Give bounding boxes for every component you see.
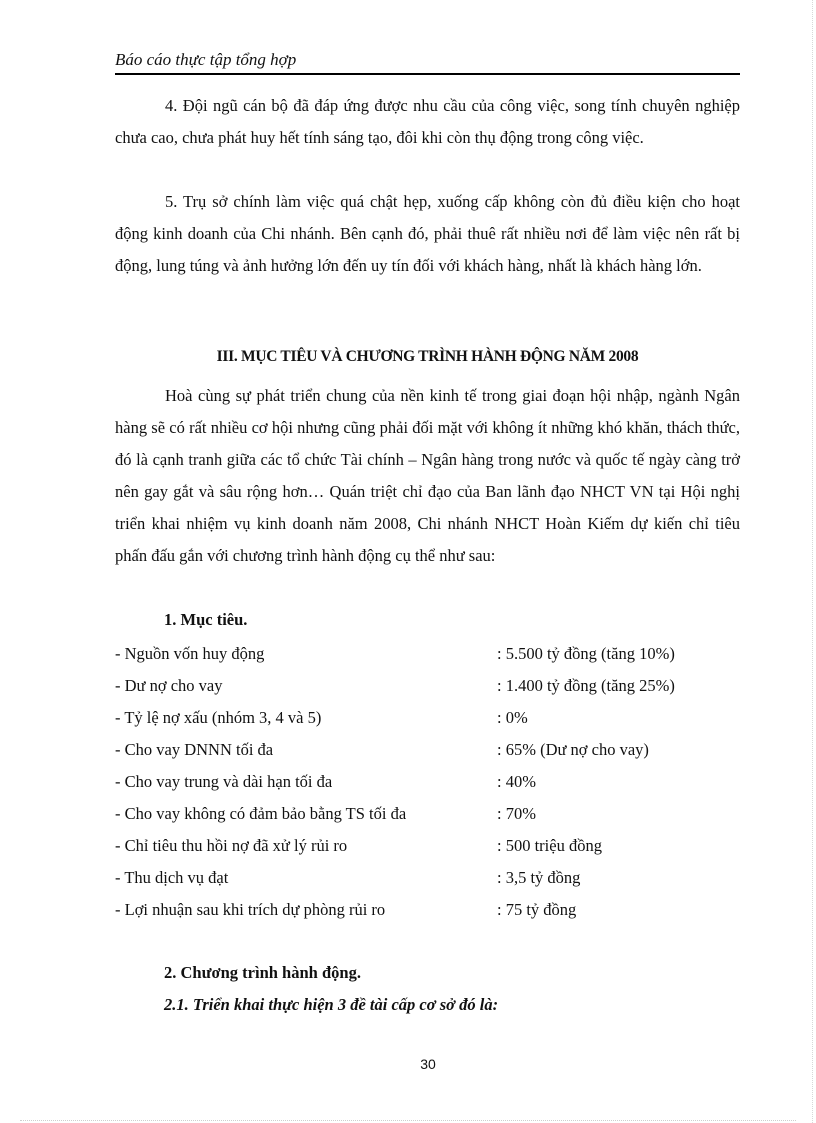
goal-row (115, 734, 740, 766)
goal-value: : 40% (497, 772, 536, 791)
goal-label: - Thu dịch vụ đạt (115, 868, 229, 887)
program-heading: 2. Chương trình hành động. (164, 963, 361, 982)
section-title: III. MỤC TIÊU VÀ CHƯƠNG TRÌNH HÀNH ĐỘNG NĂM 2008 (216, 348, 639, 365)
goal-label: - Cho vay không có đảm bảo bằng TS tối đa (115, 804, 407, 823)
page-header: Báo cáo thực tập tổng hợp (115, 50, 740, 75)
goal-value: : 65% (Dư nợ cho vay) (497, 740, 649, 759)
goal-value: : 500 triệu đồng (497, 836, 602, 855)
goal-row (115, 638, 740, 670)
goal-row (115, 702, 740, 734)
goal-row (115, 766, 740, 798)
goal-value: : 75 tỷ đồng (497, 900, 577, 919)
goal-label: - Tỷ lệ nợ xấu (nhóm 3, 4 và 5) (115, 708, 322, 727)
goal-row (115, 894, 740, 926)
intro-paragraph: Hoà cùng sự phát triển chung của nền kinh tế trong giai đoạn hội nhập, ngành Ngân hàng sẽ có rất nhiều cơ hội nhưng cũng phải đối mặt với không ít những khó khăn, thách thức, đó là cạnh tranh giữa các tổ chức Tài chính – Ngân hàng trong nước và quốc tế ngày càng trở nên gay gắt và sâu rộng hơn… Quán triệt chỉ đạo của Ban lãnh đạo NHCT VN tại Hội nghị triển khai nhiệm vụ kinh doanh năm 2008, Chi nhánh NHCT Hoàn Kiếm dự kiến chỉ tiêu phấn đấu gắn với chương trình hành động cụ thể như sau: (115, 386, 740, 565)
bottom-divider (20, 1120, 796, 1121)
goal-label: - Lợi nhuận sau khi trích dự phòng rủi ro (115, 900, 386, 919)
paragraph-4: 4. Đội ngũ cán bộ đã đáp ứng được nhu cầu của công việc, song tính chuyên nghiệp chưa cao, chưa phát huy hết tính sáng tạo, đôi khi còn thụ động trong công việc. (115, 96, 740, 147)
goal-value: : 1.400 tỷ đồng (tăng 25%) (497, 676, 675, 695)
goal-row (115, 830, 740, 862)
goal-value: : 70% (497, 804, 536, 823)
goals-heading: 1. Mục tiêu. (164, 610, 248, 629)
goal-label: - Cho vay DNNN tối đa (115, 740, 274, 759)
goal-row (115, 670, 740, 702)
goal-value: : 5.500 tỷ đồng (tăng 10%) (497, 644, 675, 663)
goal-label: - Chỉ tiêu thu hồi nợ đã xử lý rủi ro (115, 836, 348, 855)
goal-row (115, 798, 740, 830)
goal-row (115, 862, 740, 894)
goal-value: : 3,5 tỷ đồng (497, 868, 581, 887)
goal-label: - Cho vay trung và dài hạn tối đa (115, 772, 333, 791)
right-divider (812, 0, 813, 1123)
goal-label: - Dư nợ cho vay (115, 676, 223, 695)
program-subheading: 2.1. Triển khai thực hiện 3 đề tài cấp cơ sở đó là: (164, 995, 499, 1014)
goals-list (115, 638, 740, 926)
page-number: 30 (420, 1056, 436, 1072)
goal-value: : 0% (497, 708, 528, 727)
goal-label: - Nguồn vốn huy động (115, 644, 265, 663)
paragraph-5: 5. Trụ sở chính làm việc quá chật hẹp, xuống cấp không còn đủ điều kiện cho hoạt động kinh doanh của Chi nhánh. Bên cạnh đó, phải thuê rất nhiều nơi để làm việc nên rất bị động, lung túng và ảnh hưởng lớn đến uy tín đối với khách hàng, nhất là khách hàng lớn. (115, 192, 740, 275)
